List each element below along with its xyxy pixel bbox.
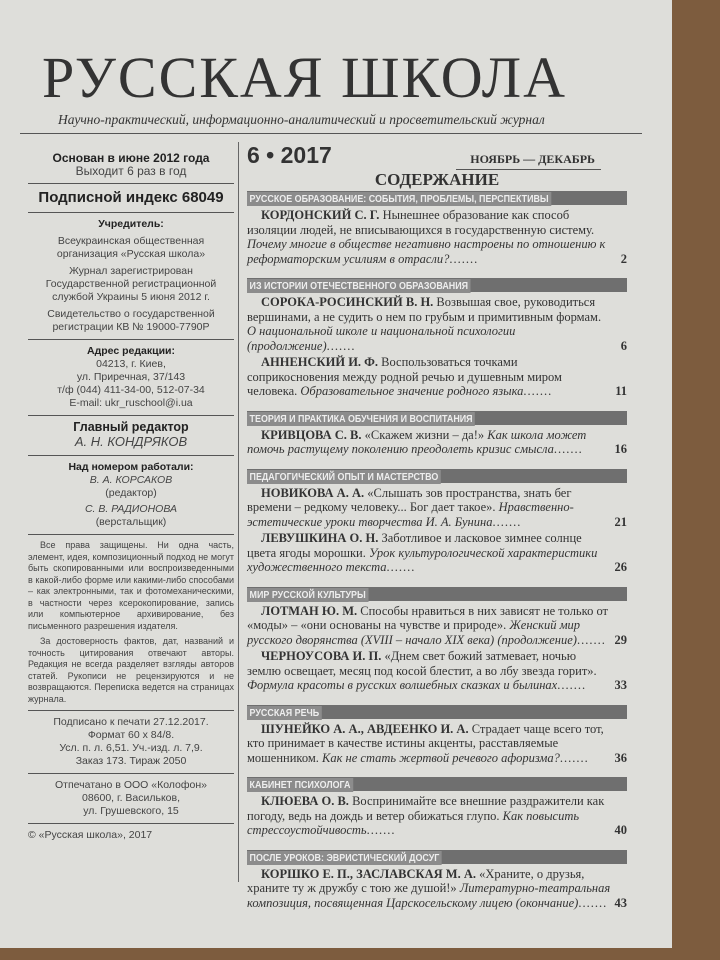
divider [28,339,234,340]
entry-page: 29 [614,632,627,647]
entry-author: КОРДОНСКИЙ С. Г. [261,208,380,222]
magazine-subtitle: Научно-практический, информационно-аналитический и просветительский журнал [58,112,545,127]
divider [28,710,234,711]
divider [28,212,234,213]
entry-title: Урок культурологической характеристики художественного текста [247,545,598,574]
contents-section [247,587,627,693]
contents-entry[interactable] [247,722,627,766]
entry-page: 36 [614,750,627,765]
contents-section [247,278,627,399]
contents-entry[interactable] [247,208,627,266]
contents-entry[interactable] [247,428,627,457]
entry-page: 16 [614,442,627,456]
section-title: МИР РУССКОЙ КУЛЬТУРЫ [247,588,368,602]
editor-role: (редактор) [105,487,157,499]
issue-number: 6 • 2017 [247,142,332,168]
leader-dots: ....... [523,384,553,398]
entry-author: ШУНЕЙКО А. А., АВДЕЕНКО И. А. [261,721,469,736]
contents-entry[interactable] [247,486,627,530]
contents-section [247,411,627,457]
entry-page: 40 [614,823,627,837]
contents-section [247,191,627,266]
format: Формат 60 x 84/8. [87,729,175,741]
leader-dots: ....... [326,338,356,353]
section-header-bar [247,777,627,791]
entry-title: Как не стать жертвой речевого афоризма? [322,750,560,765]
section-header-bar [247,705,627,719]
entry-title: Как повысить стрессоустойчивость [247,808,580,837]
address-line: 04213, г. Киев, [96,358,166,370]
entry-page: 6 [620,338,627,353]
frequency: Выходит 6 раз в год [75,164,187,178]
address-label: Адрес редакции: [87,345,175,357]
contents-section [247,705,627,766]
divider [28,415,234,416]
founder-label: Учредитель: [98,218,164,230]
entry-author: КРИВЦОВА С. В. [261,427,362,442]
section-title: ТЕОРИЯ И ПРАКТИКА ОБУЧЕНИЯ И ВОСПИТАНИЯ [247,412,475,426]
entry-author: НОВИКОВА А. А. [261,485,365,500]
editor-name: В. А. КОРСАКОВ [89,474,173,486]
entry-text: Воспользоваться точками соприкосновения между родной речью и душевным миром человека. [247,355,562,398]
entry-title: О национальной школе и национальной психологии (продолжение) [247,324,516,353]
printer: Отпечатано в ООО «Колофон» [55,779,207,791]
rights-notice: Все права защищены. Ни одна часть, элемент, идея, композиционный подход не могут быть скопированными или воспроизведенными в какой-либо форме или какими-либо способами – как электронными, так и фотомеханическими, в частности через ксерокопирование, запись или компьютерное архивирование, без письменного разрешения издателя. [28,540,234,631]
entry-title: Образовательное значение родного языка [300,384,524,398]
contents-entry[interactable] [247,604,627,648]
responsibility-notice: За достоверность фактов, дат, названий и точность цитирования отвечают авторы. Редакция не всегда разделяет взгляды авторов статей. Рукописи не рецензируются и не возвращаются. Переписка ведется на страницах журнала. [28,636,234,704]
divider [28,823,234,824]
entry-text: «Слышать зов пространства, знать бег времени – редкому человеку... Бог дает такое». [247,485,572,514]
entry-title: Формула красоты в русских волшебных сказках и былинах [247,678,558,692]
section-title: ПОСЛЕ УРОКОВ: ЭВРИСТИЧЕСКИЙ ДОСУГ [247,851,442,865]
signed-date: Подписано к печати 27.12.2017. [53,716,209,728]
entry-title: Литературно-театральная композиция, посвященная Царскосельскому лицею (окончание) [247,881,611,910]
entry-page: 11 [615,384,627,398]
contents-list [247,191,627,910]
leader-dots: ....... [449,251,479,266]
entry-author: АННЕНСКИЙ И. Ф. [261,355,379,369]
leader-dots: ....... [492,514,522,529]
sheets: Усл. п. л. 6,51. Уч.-изд. л. 7,9. [59,742,203,754]
section-title: ПЕДАГОГИЧЕСКИЙ ОПЫТ И МАСТЕРСТВО [247,470,441,484]
magazine-title: РУССКАЯ ШКОЛА [42,45,567,110]
divider [28,773,234,774]
leader-dots: ....... [576,632,606,647]
divider [28,183,234,184]
entry-title: Почему многие в обществе негативно настроены по отношению к реформаторским усилиям в отрасли? [247,237,606,266]
contents-entry[interactable] [247,295,627,353]
contents-entry[interactable] [247,355,627,399]
contents-section [247,850,627,911]
section-header-bar [247,587,627,601]
leader-dots: ....... [559,750,589,765]
entry-text: Заботливое и ласковое зимнее солнце цвета ягоды морошки. [247,531,582,560]
contents-entry[interactable] [247,867,627,911]
email: E-mail: ukr_ruschool@i.ua [69,397,193,409]
section-title: ИЗ ИСТОРИИ ОТЕЧЕСТВЕННОГО ОБРАЗОВАНИЯ [247,279,471,293]
entry-author: СОРОКА-РОСИНСКИЙ В. Н. [261,295,434,309]
imprint-column [28,152,234,842]
entry-text: «Храните, о друзья, храните ту ж дружбу с тою же душой!» [247,866,585,895]
contents-heading: СОДЕРЖАНИЕ [374,169,500,189]
contents-column [247,142,627,912]
entry-title: Женский мир русского дворянства (XVIII – начало XIX века) (продолжение) [247,618,581,647]
entry-text: Нынешнее образование как способ изоляции людей, не вписывающихся в государственную систему. [247,208,595,237]
section-title: РУССКОЕ ОБРАЗОВАНИЕ: СОБЫТИЯ, ПРОБЛЕМЫ, ПЕРСПЕКТИВЫ [247,192,551,206]
entry-text: Возвышая свое, руководиться вершинами, а не судить о нем по грубым и примитивным формам. [247,295,602,324]
leader-dots: ....... [386,560,416,574]
divider [20,133,642,134]
entry-author: КОРШКО Е. П., ЗАСЛАВСКАЯ М. А. [261,866,476,881]
entry-text: Способы нравиться в них зависят не только от «моды» – «они основаны на чувстве и природе». [247,603,608,632]
phone: т/ф (044) 411-34-00, 512-07-34 [57,384,205,396]
issue-months: НОЯБРЬ — ДЕКАБРЬ [456,152,601,170]
copyright: © «Русская школа», 2017 [28,829,153,841]
registration: Журнал зарегистрирован Государственной регистрационной службой Украины 5 июня 2012 г. [45,265,217,303]
entry-author: ЛЕВУШКИНА О. Н. [261,531,379,545]
entry-page: 33 [614,678,627,692]
leader-dots: ....... [557,678,587,692]
address-line: ул. Приречная, 37/143 [76,371,186,383]
section-header-bar [247,191,627,205]
leader-dots: ....... [578,895,608,910]
entry-author: ЧЕРНОУСОВА И. П. [261,649,382,663]
divider [28,455,234,456]
contents-entry[interactable] [247,649,627,693]
column-divider [238,142,239,882]
layout-name: С. В. РАДИОНОВА [84,503,178,515]
entry-author: ЛОТМАН Ю. М. [261,603,358,618]
staff-label: Над номером работали: [68,461,194,473]
entry-page: 21 [614,514,627,529]
section-header-bar [247,278,627,292]
layout-role: (верстальщик) [95,516,167,528]
entry-title: Как школа может помочь растущему поколению преодолеть кризис смысла [247,427,587,456]
entry-text: «Днем свет божий затмевает, ночью землю освещает, месяц под косой блестит, а во лбу звезда горит». [247,649,597,678]
entry-title: Нравственно-эстетические уроки творчества И. А. Бунина [247,500,574,529]
chief-editor: А. Н. КОНДРЯКОВ [74,434,188,449]
contents-section [247,469,627,575]
order: Заказ 173. Тираж 2050 [75,755,187,767]
entry-page: 43 [614,895,627,910]
chief-label: Главный редактор [73,420,189,434]
section-title: КАБИНЕТ ПСИХОЛОГА [247,778,353,792]
contents-section [247,777,627,838]
printer-address: ул. Грушевского, 15 [83,805,179,817]
entry-text: Страдает чаще всего тот, кто принимает в качестве истины акценты, расставляемые мошенником. [247,721,604,765]
founded: Основан в июне 2012 года [52,151,210,165]
printer-address: 08600, г. Васильков, [81,792,181,804]
divider [28,534,234,535]
entry-author: КЛЮЕВА О. В. [261,794,349,808]
leader-dots: ....... [366,823,396,837]
section-header-bar [247,411,627,425]
entry-text: Воспринимайте все внешние раздражители как погоду, ведь на дождь и ветер обижаться глупо. [247,794,605,823]
entry-text: «Скажем жизни – да!» [364,427,485,442]
section-title: РУССКАЯ РЕЧЬ [247,706,322,720]
certificate: Свидетельство о государственной регистрации КВ № 19000-7790Р [47,308,215,333]
section-header-bar [247,850,627,864]
founder: Всеукраинская общественная организация «Русская школа» [56,235,206,260]
contents-entry[interactable] [247,531,627,575]
leader-dots: ....... [553,442,583,456]
subscription-index: Подписной индекс 68049 [38,189,224,206]
entry-page: 2 [620,251,627,266]
contents-entry[interactable] [247,794,627,838]
section-header-bar [247,469,627,483]
entry-page: 26 [614,560,627,574]
